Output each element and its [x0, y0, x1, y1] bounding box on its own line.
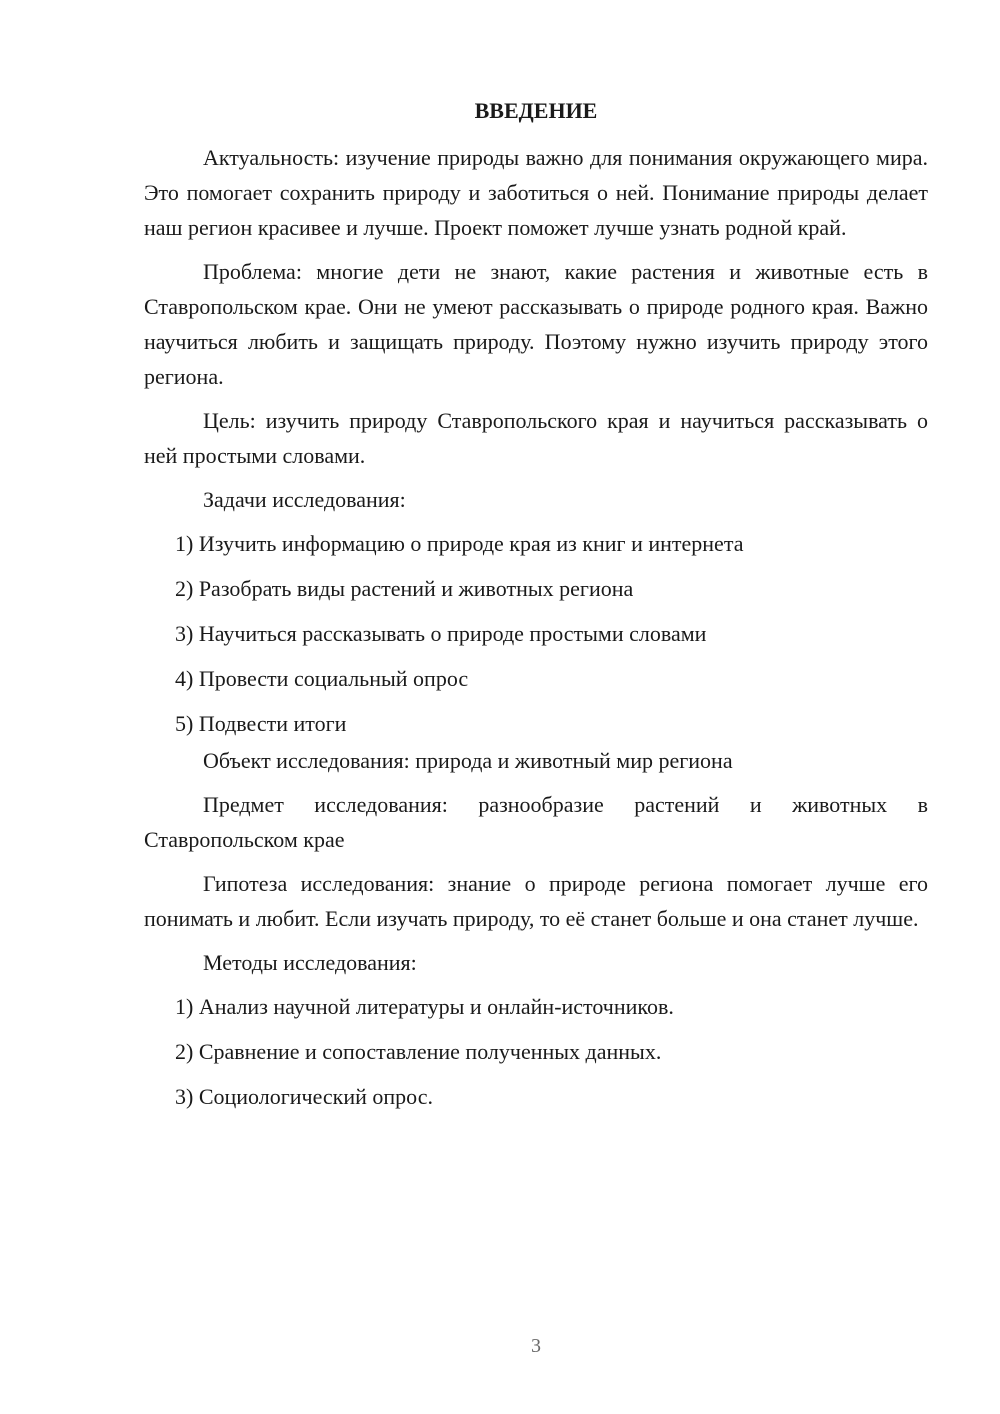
relevance-paragraph: Актуальность: изучение природы важно для понимания окружающего мира. Это помогает сохранить природу и заботиться о ней. Понимание природы делает наш регион красивее и лучше. Проект поможет лучше узнать родной край.	[144, 145, 928, 240]
page-number: 3	[531, 1335, 541, 1357]
goal-paragraph: Цель: изучить природу Ставропольского края и научиться рассказывать о ней простыми словами.	[144, 408, 928, 468]
task-item: 2) Разобрать виды растений и животных региона	[175, 576, 634, 601]
method-item: 1) Анализ научной литературы и онлайн-источников.	[175, 994, 674, 1019]
task-item: 1) Изучить информацию о природе края из книг и интернета	[175, 531, 744, 556]
problem-paragraph: Проблема: многие дети не знают, какие растения и животные есть в Ставропольском крае. Они не умеют рассказывать о природе родного края. Важно научиться любить и защищать природу. Поэтому нужно изучить природу этого региона.	[144, 259, 928, 389]
task-item: 5) Подвести итоги	[175, 711, 347, 736]
object-paragraph: Объект исследования: природа и животный мир региона	[203, 748, 733, 773]
task-item: 3) Научиться рассказывать о природе простыми словами	[175, 621, 707, 646]
hypothesis-paragraph: Гипотеза исследования: знание о природе региона помогает лучше его понимать и любит. Если изучать природу, то её станет больше и она станет лучше.	[144, 871, 928, 931]
subject-paragraph: Предмет исследования: разнообразие растений и животных в Ставропольском крае	[144, 792, 928, 852]
tasks-title: Задачи исследования:	[203, 487, 406, 512]
method-item: 3) Социологический опрос.	[175, 1084, 433, 1109]
page-content	[144, 96, 928, 1124]
method-item: 2) Сравнение и сопоставление полученных данных.	[175, 1039, 662, 1064]
section-heading: ВВЕДЕНИЕ	[474, 98, 598, 123]
task-item: 4) Провести социальный опрос	[175, 666, 469, 691]
methods-title: Методы исследования:	[203, 950, 417, 975]
